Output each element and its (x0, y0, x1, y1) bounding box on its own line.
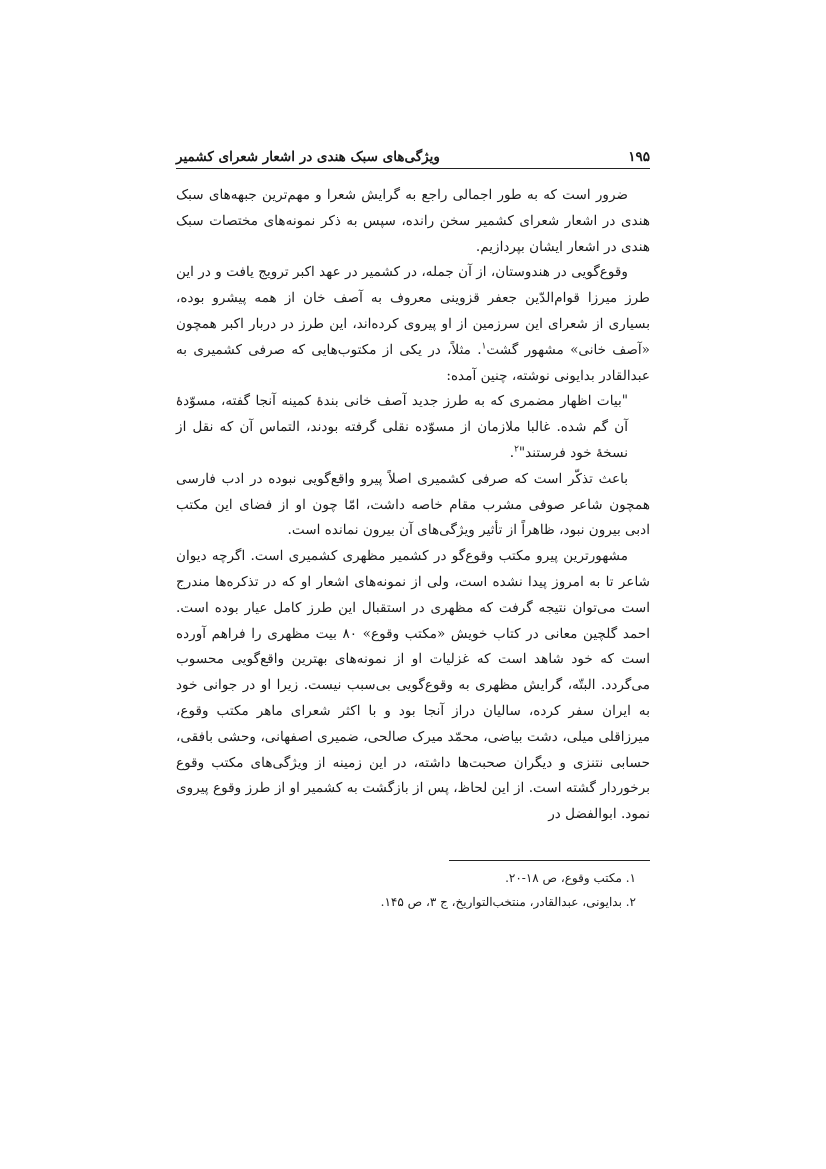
quote-end: . (509, 444, 515, 461)
paragraph-3: باعث تذکّر است که صرفی کشمیری اصلاً پیرو واقع‌گویی نبوده در ادب فارسی همچون شاعر صوفی مشرب مقام خاصه داشت، امّا چون او از فضای این مکتب ادبی بیرون نبود، ظاهراً از تأثیر ویژگی‌های آن بیرون نمانده است. (176, 470, 650, 539)
paragraph-2-text: وقوع‌گویی در هندوستان، از آن جمله، در کشمیر در عهد اکبر ترویج یافت و در این طرز میرزا قوام‌الدّین جعفر قزوینی معروف به آصف خان از همه پیشرو بوده، بسیاری از شعرای این سرزمین از او پیروی کرده‌اند، این طرز در دربار اکبر همچون «آصف خانی» مشهور گشت (176, 264, 650, 358)
footnote-ref-2: ۲ (514, 444, 519, 455)
body-text (176, 183, 650, 828)
page-header (176, 147, 650, 167)
block-quote (176, 389, 650, 466)
quote-text: "بیات اظهار مضمری که به طرز جدید آصف خانی بندهٔ کمینه آنجا گفته، مسوّدهٔ آن گم شده. غالبا ملازمان از مسوّده نقلی گرفته بودند، التماس آن که نقل از نسخهٔ خود فرستند" (176, 393, 628, 461)
paragraph-1: ضرور است که به طور اجمالی راجع به گرایش شعرا و مهم‌ترین جبهه‌های سبک هندی در اشعار شعرای کشمیر سخن رانده، سپس به ذکر نمونه‌های مختصات سبک هندی در اشعار ایشان بپردازیم. (176, 187, 650, 255)
paragraph-2 (176, 260, 650, 389)
footnote-ref-1: ۱ (481, 341, 487, 352)
running-title: ویژگی‌های سبک هندی در اشعار شعرای کشمیر (176, 149, 440, 165)
footnote-rule (449, 860, 650, 861)
footnotes (176, 866, 650, 914)
footnote-1: ۱. مکتب وقوع، ص ۱۸-۲۰. (505, 871, 636, 885)
header-rule (176, 168, 650, 169)
footnote-2: ۲. بدایونی، عبدالقادر، منتخب‌التواریخ، ج ۳، ص ۱۴۵. (380, 895, 636, 909)
paragraph-4: مشهورترین پیرو مکتب وقوع‌گو در کشمیر مظهری کشمیری است. اگرچه دیوان شاعر تا به امروز پیدا نشده است، ولی از نمونه‌های اشعار او که در تذکره‌ها مندرج است می‌توان نتیجه گرفت که مظهری در استقبال این طرز کامل عیار بوده است. احمد گلچین معانی در کتاب خویش «مکتب وقوع» ۸۰ بیت مظهری را فراهم آورده است که خود شاهد است که غزلیات او از نمونه‌های بهترین واقع‌گویی محسوب می‌گردد. البتّه، گرایش مظهری به وقوع‌گویی بی‌سبب نیست. زیرا او در جوانی خود به ایران سفر کرده، سالیان دراز آنجا بود و با اکثر شعرای ماهر مکتب وقوع، میرزاقلی میلی، دشت بیاضی، محمّد میرک صالحی، ضمیری اصفهانی، وحشی بافقی، حسابی نتنزی و دیگران صحبت‌ها داشته، در این زمینه از ویژگی‌های مکتب وقوع برخوردار گشته است. از این لحاظ، پس از بازگشت به کشمیر او از طرز وقوع پیروی نمود. ابوالفضل در (176, 548, 650, 823)
paragraph-2-continuation: . مثلاً، در یکی از مکتوب‌هایی که صرفی کشمیری به عبدالقادر بدایونی نوشته، چنین آمده: (176, 341, 650, 384)
page-number: ۱۹۵ (628, 149, 650, 165)
